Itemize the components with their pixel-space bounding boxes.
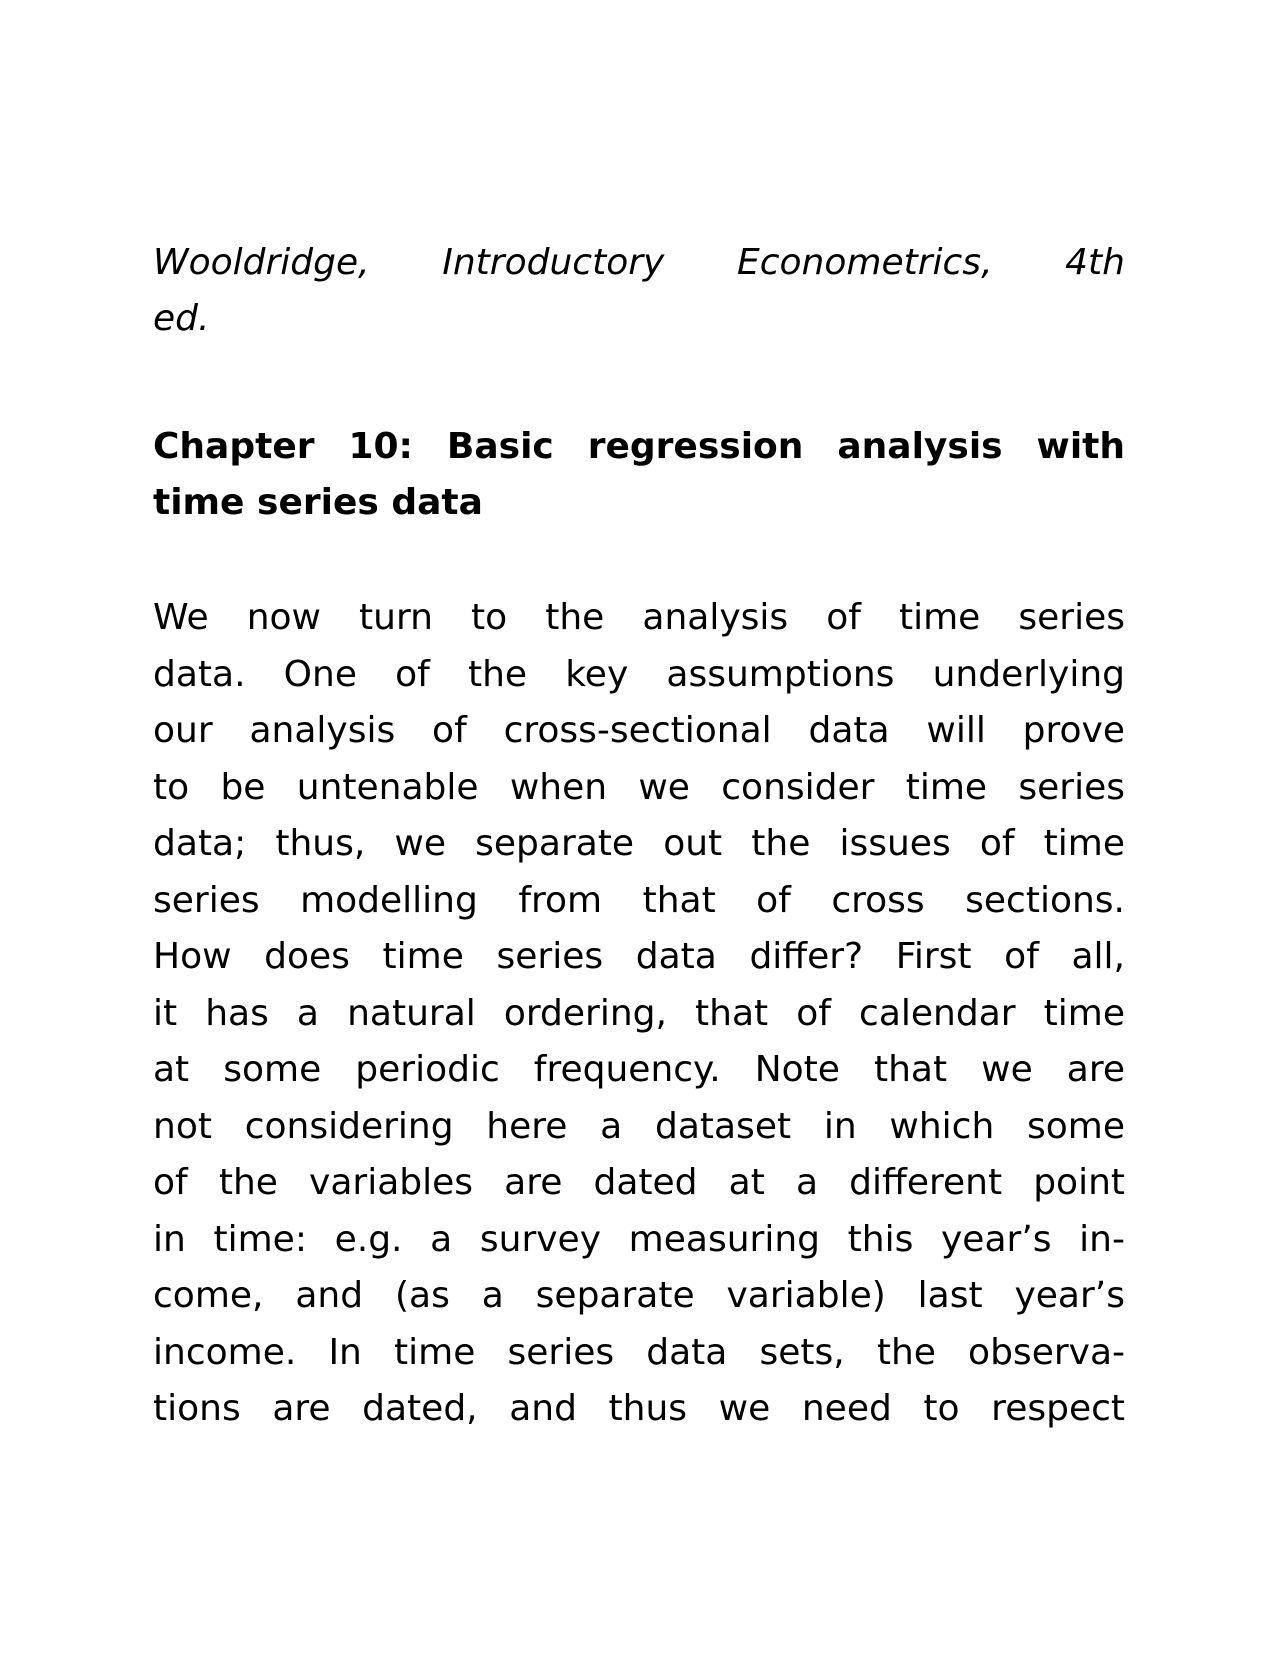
paragraph-line-12: in time: e.g. a survey measuring this year’s in-: [153, 1218, 1125, 1260]
paragraph-line-5: data; thus, we separate out the issues of time: [153, 823, 1125, 864]
chapter-title-line-2: time series data: [153, 482, 483, 523]
paragraph-line-15: tions are dated, and thus we need to respect: [153, 1388, 1125, 1429]
paragraph-line-3: our analysis of cross-sectional data will prove: [153, 710, 1125, 751]
chapter-title-line-1: Chapter 10: Basic regression analysis with: [153, 426, 1125, 467]
paragraph-line-6: series modelling from that of cross sections.: [153, 879, 1125, 921]
intro-paragraph: [153, 590, 1125, 1438]
chapter-title: [153, 419, 1125, 531]
book-reference: [153, 235, 1125, 347]
paragraph-line-10: not considering here a dataset in which some: [153, 1105, 1125, 1147]
book-reference-line-1: Wooldridge, Introductory Econometrics, 4th: [153, 242, 1125, 283]
paragraph-line-7: How does time series data differ? First of all,: [153, 936, 1125, 977]
paragraph-line-14: income. In time series data sets, the observa-: [153, 1331, 1125, 1373]
paragraph-line-13: come, and (as a separate variable) last year’s: [153, 1275, 1125, 1316]
paragraph-line-2: data. One of the key assumptions underlying: [153, 653, 1125, 695]
paragraph-line-1: We now turn to the analysis of time series: [153, 597, 1125, 638]
paragraph-line-4: to be untenable when we consider time series: [153, 766, 1125, 808]
book-reference-line-2: ed.: [153, 298, 210, 339]
paragraph-line-9: at some periodic frequency. Note that we are: [153, 1049, 1125, 1090]
paragraph-line-8: it has a natural ordering, that of calendar time: [153, 992, 1125, 1034]
paragraph-line-11: of the variables are dated at a different point: [153, 1162, 1125, 1203]
document-page: [153, 235, 1125, 1438]
